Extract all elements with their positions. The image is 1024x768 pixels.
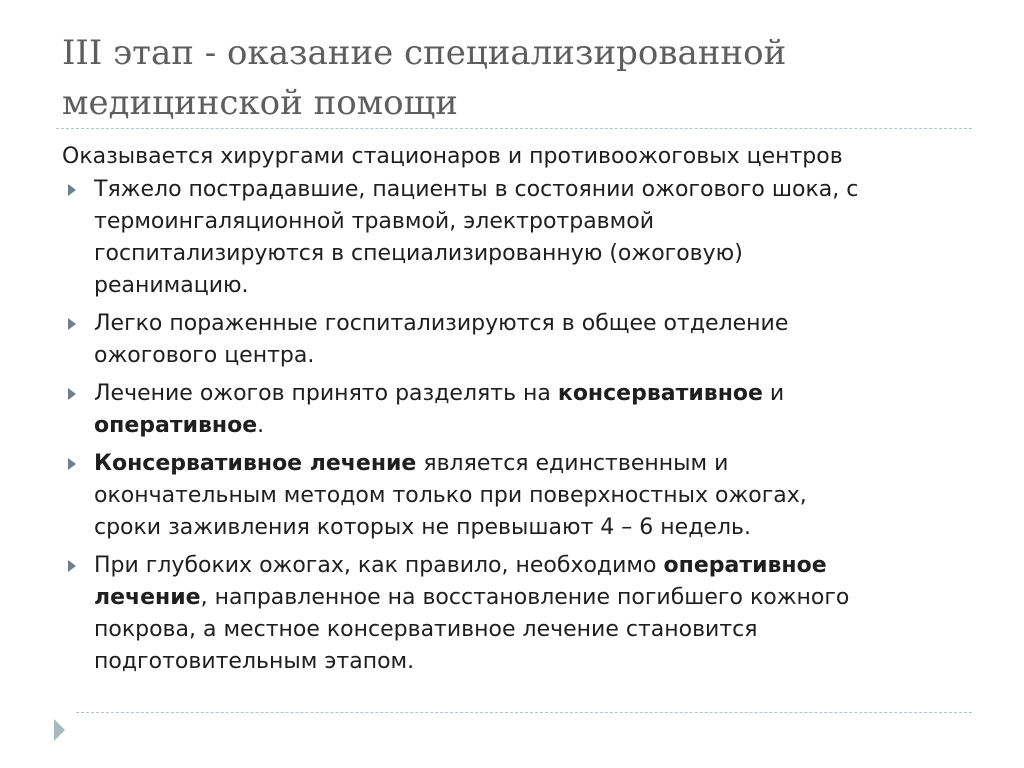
bullet-1-line-1: Тяжело пострадавшие, пациенты в состоянии ожогового шока, с <box>94 177 859 202</box>
bullet-4-line-3: сроки заживления которых не превышают 4 – 6 недель. <box>94 515 751 540</box>
bullet-4-line-1 <box>94 448 962 480</box>
bullet-4-line-2: окончательным методом только при поверхностных ожогах, <box>94 483 807 508</box>
bullet-3-line-1 <box>94 378 962 410</box>
list-item <box>62 308 962 372</box>
bullet-3-text-tail: и <box>762 381 785 406</box>
bullet-4-bold-term: Консервативное лечение <box>94 451 417 476</box>
bullet-5-bold-term-1: оперативное <box>663 553 827 578</box>
triangle-bullet-icon <box>68 184 76 196</box>
bullet-5-text-tail: , направленное на восстановление погибшего кожного <box>200 585 850 610</box>
bullet-1-line-4: реанимацию. <box>94 273 249 298</box>
slide-body <box>62 141 962 684</box>
bullet-5-line-3: покрова, а местное консервативное лечение становится <box>94 617 758 642</box>
bullet-5-line-4: подготовительным этапом. <box>94 649 415 674</box>
triangle-bullet-icon <box>68 458 76 470</box>
bullet-3-text: Лечение ожогов принято разделять на <box>94 381 558 406</box>
bullet-3-bold-term-1: консервативное <box>557 381 763 406</box>
list-item <box>62 448 962 544</box>
bullet-2-line-1: Легко пораженные госпитализируются в общее отделение <box>94 311 789 336</box>
bullet-5-line-1 <box>94 550 962 582</box>
lead-text: Оказывается хирургами стационаров и противоожоговых центров <box>62 144 843 169</box>
list-item <box>62 378 962 442</box>
footer-divider <box>76 712 972 713</box>
bullet-5-text: При глубоких ожогах, как правило, необходимо <box>94 553 664 578</box>
bullet-5-line-2 <box>94 582 962 614</box>
slide-title <box>62 28 982 128</box>
bullet-3-line-2 <box>94 410 962 442</box>
list-item <box>62 550 962 678</box>
bullet-5-bold-term-2: лечение <box>94 585 201 610</box>
list-item <box>62 174 962 302</box>
bullet-4-text: является единственным и <box>416 451 729 476</box>
triangle-bullet-icon <box>68 560 76 572</box>
corner-triangle-icon <box>54 719 65 741</box>
title-divider <box>56 128 972 129</box>
triangle-bullet-icon <box>68 318 76 330</box>
bullet-list <box>62 174 962 678</box>
slide-title-line-1: III этап - оказание специализированной <box>62 33 787 73</box>
bullet-2-line-2: ожогового центра. <box>94 343 315 368</box>
bullet-1-line-2: термоингаляционной травмой, электротравмой <box>94 209 654 234</box>
bullet-3-bold-term-2: оперативное <box>94 413 258 438</box>
slide-title-line-2: медицинской помощи <box>62 83 458 123</box>
bullet-1-line-3: госпитализируются в специализированную (ожоговую) <box>94 241 743 266</box>
triangle-bullet-icon <box>68 388 76 400</box>
bullet-3-period: . <box>257 413 265 438</box>
